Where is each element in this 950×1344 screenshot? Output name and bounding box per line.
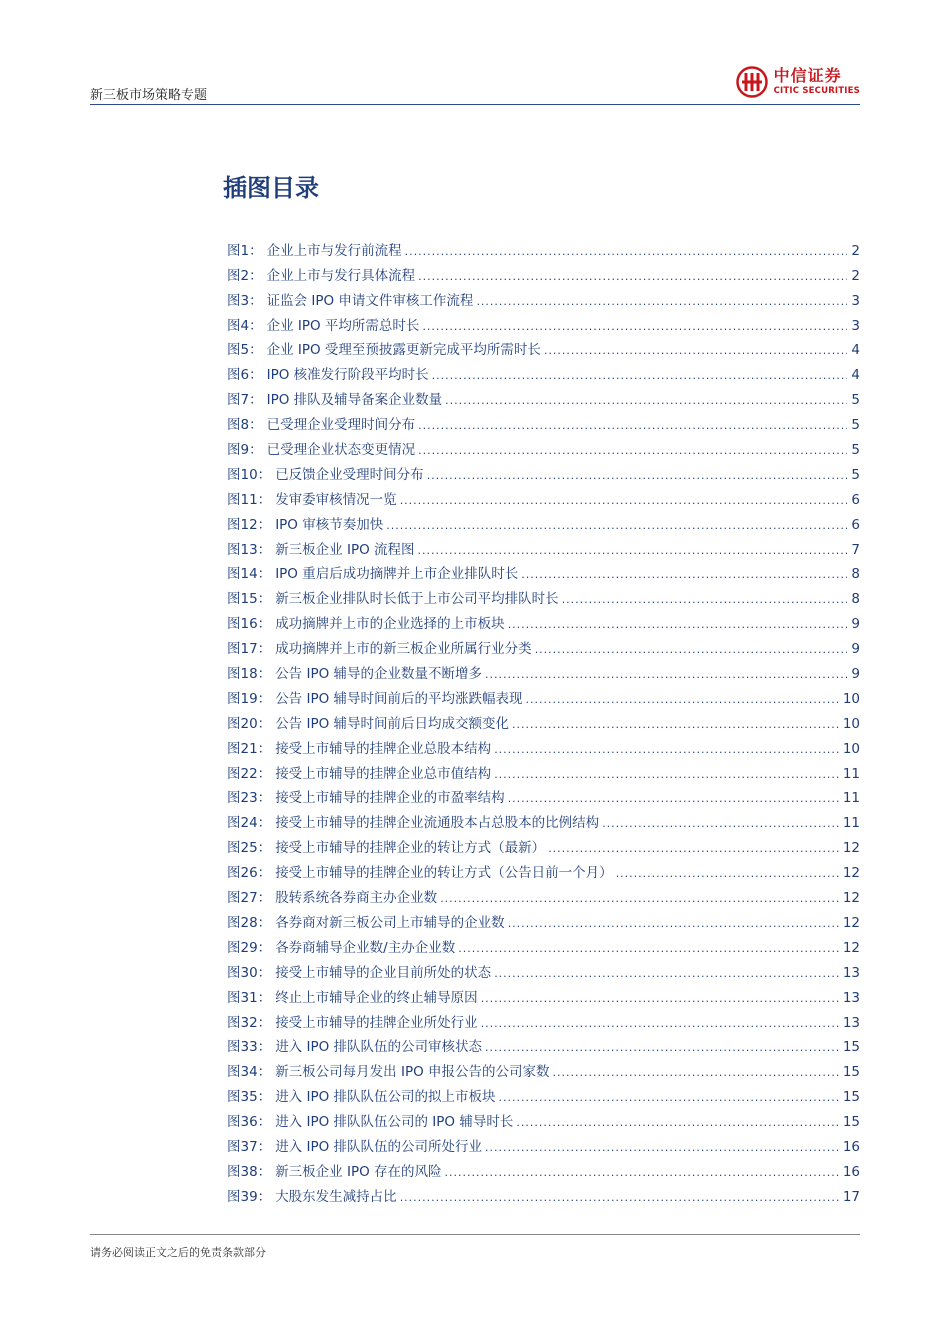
toc-entry-title: 各券商辅导企业数/主办企业数	[275, 939, 456, 956]
toc-leader-dots	[427, 469, 847, 483]
toc-entry-page: 12	[842, 890, 860, 907]
toc-entry-number: 11：	[240, 491, 272, 508]
toc-entry[interactable]	[227, 757, 860, 782]
toc-entry-page: 10	[842, 740, 860, 757]
toc-entry-number: 16：	[240, 616, 272, 633]
page-header	[90, 60, 860, 104]
toc-entry-label: 图	[227, 964, 241, 981]
toc-entry[interactable]	[227, 682, 860, 707]
toc-leader-dots	[544, 344, 847, 358]
toc-leader-dots	[521, 568, 847, 582]
toc-entry[interactable]	[227, 1130, 860, 1155]
toc-leader-dots	[508, 792, 840, 806]
toc-entry[interactable]	[227, 806, 860, 831]
report-series-title: 新三板市场策略专题	[90, 88, 208, 103]
toc-entry-page: 12	[842, 939, 860, 956]
toc-entry-label: 图	[227, 641, 241, 658]
toc-entry-number: 10：	[240, 466, 272, 483]
toc-entry-number: 2：	[240, 267, 263, 284]
toc-entry-label: 图	[227, 367, 241, 384]
toc-entry-label: 图	[227, 491, 241, 508]
toc-entry-page: 9	[851, 666, 860, 683]
toc-entry-title: 公告 IPO 辅导时间前后日均成交额变化	[275, 715, 510, 732]
toc-entry[interactable]	[227, 234, 860, 259]
toc-leader-dots	[485, 1141, 840, 1155]
toc-entry-number: 27：	[240, 890, 272, 907]
toc-entry[interactable]	[227, 1006, 860, 1031]
toc-entry[interactable]	[227, 259, 860, 284]
toc-entry-label: 图	[227, 1163, 241, 1180]
toc-entry-page: 13	[842, 989, 860, 1006]
toc-entry[interactable]	[227, 1105, 860, 1130]
toc-entry-title: 成功摘牌并上市的企业选择的上市板块	[275, 616, 505, 633]
toc-entry-page: 17	[842, 1188, 860, 1205]
toc-leader-dots	[386, 519, 847, 533]
toc-entry-title: 进入 IPO 排队队伍公司的 IPO 辅导时长	[275, 1114, 514, 1131]
toc-entry-number: 6：	[240, 367, 263, 384]
toc-entry[interactable]	[227, 657, 860, 682]
toc-entry-label: 图	[227, 715, 241, 732]
toc-entry-label: 图	[227, 392, 241, 409]
toc-entry-label: 图	[227, 939, 241, 956]
toc-entry-label: 图	[227, 989, 241, 1006]
toc-entry-label: 图	[227, 442, 241, 459]
toc-entry-title: 接受上市辅导的企业目前所处的状态	[275, 964, 492, 981]
toc-entry-label: 图	[227, 342, 241, 359]
toc-entry[interactable]	[227, 956, 860, 981]
toc-entry-title: 证监会 IPO 申请文件审核工作流程	[266, 292, 474, 309]
toc-entry[interactable]	[227, 831, 860, 856]
toc-entry-title: 接受上市辅导的挂牌企业流通股本占总股本的比例结构	[275, 815, 600, 832]
toc-entry-title: 新三板企业 IPO 流程图	[275, 541, 415, 558]
toc-leader-dots	[481, 992, 840, 1006]
toc-entry-label: 图	[227, 1064, 241, 1081]
toc-leader-dots	[516, 1116, 839, 1130]
toc-entry-page: 15	[842, 1114, 860, 1131]
toc-entry-label: 图	[227, 1014, 241, 1031]
toc-entry-title: 已受理企业受理时间分布	[266, 417, 416, 434]
toc-entry[interactable]	[227, 508, 860, 533]
toc-leader-dots	[422, 320, 847, 334]
toc-entry-title: 接受上市辅导的挂牌企业总股本结构	[275, 740, 492, 757]
toc-entry[interactable]	[227, 981, 860, 1006]
toc-entry-label: 图	[227, 242, 241, 259]
toc-entry-title: 接受上市辅导的挂牌企业的转让方式（公告日前一个月）	[275, 865, 613, 882]
toc-entry-title: 企业 IPO 受理至预披露更新完成平均所需时长	[266, 342, 541, 359]
toc-entry[interactable]	[227, 1180, 860, 1205]
toc-leader-dots	[445, 394, 847, 408]
toc-entry[interactable]	[227, 433, 860, 458]
toc-entry-number: 21：	[240, 740, 272, 757]
toc-leader-dots	[418, 419, 847, 433]
toc-leader-dots	[548, 842, 840, 856]
toc-entry-title: 进入 IPO 排队队伍公司的拟上市板块	[275, 1089, 496, 1106]
toc-entry-number: 39：	[240, 1188, 272, 1205]
toc-entry-label: 图	[227, 1138, 241, 1155]
toc-entry-page: 4	[851, 367, 860, 384]
toc-entry-label: 图	[227, 466, 241, 483]
toc-entry[interactable]	[227, 483, 860, 508]
toc-entry-page: 6	[851, 516, 860, 533]
toc-entry-page: 10	[842, 690, 860, 707]
toc-entry-page: 8	[851, 591, 860, 608]
toc-entry-page: 5	[851, 442, 860, 459]
toc-entry-page: 3	[851, 292, 860, 309]
toc-entry-page: 16	[842, 1163, 860, 1180]
toc-entry-number: 9：	[240, 442, 263, 459]
toc-leader-dots	[535, 643, 847, 657]
toc-entry-number: 28：	[240, 914, 272, 931]
toc-entry-page: 16	[842, 1138, 860, 1155]
toc-entry-label: 图	[227, 591, 241, 608]
toc-entry-label: 图	[227, 1039, 241, 1056]
toc-leader-dots	[508, 917, 840, 931]
toc-entry-title: 已反馈企业受理时间分布	[275, 466, 424, 483]
toc-leader-dots	[400, 494, 847, 508]
toc-entry-number: 15：	[240, 591, 272, 608]
toc-leader-dots	[476, 295, 847, 309]
toc-entry-title: 新三板公司每月发出 IPO 申报公告的公司家数	[275, 1064, 550, 1081]
toc-leader-dots	[512, 718, 840, 732]
toc-entry-title: 终止上市辅导企业的终止辅导原因	[275, 989, 478, 1006]
toc-entry-label: 图	[227, 317, 241, 334]
section-title: 插图目录	[223, 174, 319, 202]
toc-leader-dots	[405, 245, 847, 259]
toc-entry-page: 5	[851, 392, 860, 409]
toc-leader-dots	[526, 693, 840, 707]
toc-entry[interactable]	[227, 881, 860, 906]
citic-logo-icon	[736, 66, 768, 98]
toc-entry-page: 12	[842, 840, 860, 857]
toc-entry-number: 7：	[240, 392, 263, 409]
toc-leader-dots	[400, 1191, 840, 1205]
toc-entry-number: 34：	[240, 1064, 272, 1081]
toc-entry-title: IPO 核准发行阶段平均时长	[266, 367, 429, 384]
toc-entry-number: 31：	[240, 989, 272, 1006]
toc-leader-dots	[445, 1166, 840, 1180]
toc-entry-page: 8	[851, 566, 860, 583]
toc-entry-number: 22：	[240, 765, 272, 782]
toc-entry[interactable]	[227, 309, 860, 334]
toc-entry-number: 8：	[240, 417, 263, 434]
toc-entry-page: 9	[851, 616, 860, 633]
toc-leader-dots	[508, 618, 847, 632]
footer-divider	[90, 1234, 860, 1235]
toc-entry-title: 大股东发生减持占比	[275, 1188, 397, 1205]
toc-entry-label: 图	[227, 666, 241, 683]
toc-entry[interactable]	[227, 732, 860, 757]
toc-entry-title: 新三板企业 IPO 存在的风险	[275, 1163, 442, 1180]
toc-leader-dots	[494, 768, 840, 782]
toc-entry-page: 12	[842, 865, 860, 882]
toc-entry[interactable]	[227, 358, 860, 383]
toc-entry-number: 1：	[240, 242, 263, 259]
toc-entry-title: 企业 IPO 平均所需总时长	[266, 317, 420, 334]
toc-entry-label: 图	[227, 417, 241, 434]
toc-entry-title: 新三板企业排队时长低于上市公司平均排队时长	[275, 591, 559, 608]
toc-entry-title: 已受理企业状态变更情况	[266, 442, 416, 459]
toc-leader-dots	[494, 743, 840, 757]
toc-entry[interactable]	[227, 931, 860, 956]
toc-entry-number: 14：	[240, 566, 272, 583]
toc-entry-label: 图	[227, 541, 241, 558]
toc-entry[interactable]	[227, 408, 860, 433]
toc-leader-dots	[440, 892, 840, 906]
toc-entry-number: 30：	[240, 964, 272, 981]
toc-entry-number: 25：	[240, 840, 272, 857]
toc-entry-label: 图	[227, 890, 241, 907]
toc-leader-dots	[485, 1041, 840, 1055]
logo-chinese-name: 中信证券	[773, 66, 842, 86]
toc-entry-title: IPO 排队及辅导备案企业数量	[266, 392, 443, 409]
toc-entry-label: 图	[227, 740, 241, 757]
toc-leader-dots	[481, 1017, 840, 1031]
toc-entry[interactable]	[227, 856, 860, 881]
toc-leader-dots	[562, 593, 847, 607]
toc-entry-title: IPO 审核节奏加快	[275, 516, 384, 533]
toc-entry-number: 4：	[240, 317, 263, 334]
toc-entry-title: 接受上市辅导的挂牌企业的市盈率结构	[275, 790, 505, 807]
toc-entry[interactable]	[227, 707, 860, 732]
toc-entry-page: 11	[842, 790, 860, 807]
toc-entry-number: 18：	[240, 666, 272, 683]
toc-entry-title: 接受上市辅导的挂牌企业所处行业	[275, 1014, 478, 1031]
toc-entry-label: 图	[227, 1114, 241, 1131]
toc-entry-number: 32：	[240, 1014, 272, 1031]
toc-entry-page: 6	[851, 491, 860, 508]
toc-entry-number: 17：	[240, 641, 272, 658]
toc-leader-dots	[418, 444, 847, 458]
toc-entry-page: 15	[842, 1064, 860, 1081]
toc-entry-title: 各券商对新三板公司上市辅导的企业数	[275, 914, 505, 931]
toc-entry[interactable]	[227, 383, 860, 408]
toc-entry-label: 图	[227, 1089, 241, 1106]
toc-entry[interactable]	[227, 1155, 860, 1180]
toc-entry-label: 图	[227, 815, 241, 832]
logo-english-name: CITIC SECURITIES	[773, 86, 860, 97]
toc-entry-number: 26：	[240, 865, 272, 882]
toc-entry-number: 19：	[240, 690, 272, 707]
toc-entry-page: 13	[842, 1014, 860, 1031]
toc-entry[interactable]	[227, 458, 860, 483]
toc-entry-number: 3：	[240, 292, 263, 309]
toc-entry[interactable]	[227, 607, 860, 632]
footer-disclaimer: 请务必阅读正文之后的免责条款部分	[90, 1246, 266, 1259]
toc-entry-label: 图	[227, 566, 241, 583]
toc-entry-label: 图	[227, 516, 241, 533]
toc-entry-title: 成功摘牌并上市的新三板企业所属行业分类	[275, 641, 532, 658]
toc-leader-dots	[602, 817, 840, 831]
toc-entry-title: IPO 重启后成功摘牌并上市企业排队时长	[275, 566, 519, 583]
toc-entry-page: 15	[842, 1089, 860, 1106]
toc-leader-dots	[458, 942, 840, 956]
toc-entry-page: 5	[851, 417, 860, 434]
citic-securities-logo	[736, 64, 860, 100]
toc-entry[interactable]	[227, 582, 860, 607]
toc-entry-number: 24：	[240, 815, 272, 832]
toc-entry-number: 38：	[240, 1163, 272, 1180]
toc-entry-label: 图	[227, 914, 241, 931]
toc-entry-label: 图	[227, 292, 241, 309]
toc-leader-dots	[553, 1066, 840, 1080]
toc-entry[interactable]	[227, 1031, 860, 1056]
toc-entry-number: 20：	[240, 715, 272, 732]
toc-leader-dots	[485, 668, 847, 682]
figure-list	[227, 234, 860, 1205]
toc-entry-label: 图	[227, 616, 241, 633]
toc-entry-number: 5：	[240, 342, 263, 359]
toc-entry-label: 图	[227, 267, 241, 284]
toc-entry[interactable]	[227, 782, 860, 807]
toc-entry-title: 发审委审核情况一览	[275, 491, 397, 508]
toc-entry-number: 37：	[240, 1138, 272, 1155]
toc-entry-label: 图	[227, 865, 241, 882]
toc-entry[interactable]	[227, 334, 860, 359]
toc-leader-dots	[418, 544, 847, 558]
toc-entry-page: 15	[842, 1039, 860, 1056]
toc-entry-page: 2	[851, 267, 860, 284]
toc-entry-title: 股转系统各券商主办企业数	[275, 890, 438, 907]
toc-entry-title: 进入 IPO 排队队伍的公司审核状态	[275, 1039, 483, 1056]
toc-entry-title: 接受上市辅导的挂牌企业总市值结构	[275, 765, 492, 782]
toc-entry[interactable]	[227, 1080, 860, 1105]
toc-entry-page: 13	[842, 964, 860, 981]
toc-entry-page: 3	[851, 317, 860, 334]
toc-entry-page: 7	[851, 541, 860, 558]
toc-entry-page: 11	[842, 765, 860, 782]
toc-entry-page: 5	[851, 466, 860, 483]
toc-entry-number: 23：	[240, 790, 272, 807]
toc-entry-page: 12	[842, 914, 860, 931]
toc-leader-dots	[432, 369, 847, 383]
toc-leader-dots	[418, 270, 847, 284]
toc-entry-page: 2	[851, 242, 860, 259]
toc-entry-title: 公告 IPO 辅导时间前后的平均涨跌幅表现	[275, 690, 523, 707]
toc-entry-title: 企业上市与发行具体流程	[266, 267, 416, 284]
toc-entry-label: 图	[227, 765, 241, 782]
toc-entry-label: 图	[227, 840, 241, 857]
toc-leader-dots	[499, 1091, 840, 1105]
toc-entry-label: 图	[227, 690, 241, 707]
toc-entry-page: 4	[851, 342, 860, 359]
toc-entry-page: 9	[851, 641, 860, 658]
toc-entry-number: 12：	[240, 516, 272, 533]
toc-entry-title: 公告 IPO 辅导的企业数量不断增多	[275, 666, 483, 683]
toc-entry-title: 企业上市与发行前流程	[266, 242, 402, 259]
toc-entry[interactable]	[227, 632, 860, 657]
toc-entry-label: 图	[227, 790, 241, 807]
toc-entry-title: 进入 IPO 排队队伍的公司所处行业	[275, 1138, 483, 1155]
toc-entry[interactable]	[227, 1055, 860, 1080]
toc-entry-number: 29：	[240, 939, 272, 956]
toc-entry[interactable]	[227, 284, 860, 309]
toc-entry-number: 35：	[240, 1089, 272, 1106]
toc-entry-label: 图	[227, 1188, 241, 1205]
toc-entry[interactable]	[227, 906, 860, 931]
toc-entry-number: 36：	[240, 1114, 272, 1131]
toc-entry-page: 11	[842, 815, 860, 832]
toc-entry-number: 33：	[240, 1039, 272, 1056]
toc-entry[interactable]	[227, 533, 860, 558]
toc-entry[interactable]	[227, 558, 860, 583]
toc-leader-dots	[494, 967, 840, 981]
toc-entry-page: 10	[842, 715, 860, 732]
toc-leader-dots	[616, 867, 840, 881]
toc-entry-title: 接受上市辅导的挂牌企业的转让方式（最新）	[275, 840, 546, 857]
toc-entry-number: 13：	[240, 541, 272, 558]
header-divider	[90, 104, 860, 105]
